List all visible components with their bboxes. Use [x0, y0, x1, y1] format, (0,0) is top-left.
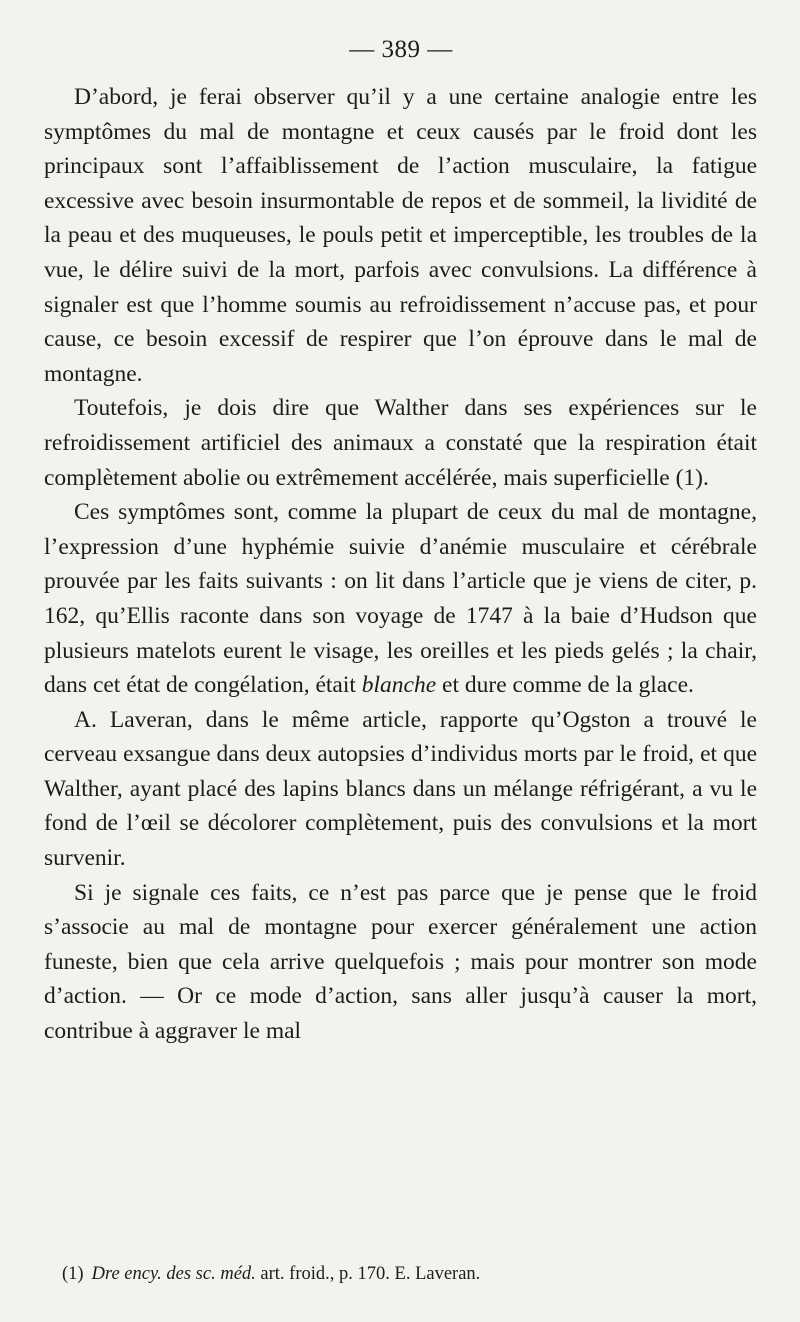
- emphasis-blanche: blanche: [361, 672, 437, 699]
- paragraph-symptoms-after: et dure comme de la glace.: [436, 672, 694, 699]
- footnote-marker: (1): [62, 1264, 84, 1284]
- footnote-citation: art. froid., p. 170. E. Laveran.: [255, 1264, 481, 1284]
- body-text: [44, 80, 757, 1049]
- paragraph-symptoms: [44, 495, 757, 703]
- page-number: — 389 —: [349, 36, 453, 63]
- footnote: [62, 1262, 752, 1286]
- paragraph-laveran: A. Laveran, dans le même article, rapporte qu’Ogston a trouvé le cerveau exsangue dans deux autopsies d’individus morts par le froid, et que Walther, ayant placé des lapins blancs dans un mélange réfrigérant, a vu le fond de l’œil se décolorer complètement, puis des convulsions et la mort survenir.: [44, 706, 757, 872]
- footnote-source: Dre ency. des sc. méd.: [91, 1264, 256, 1284]
- paragraph-symptoms-before: Ces symptômes sont, comme la plupart de ceux du mal de montagne, l’expression d’une hyphémie suivie d’anémie musculaire et cérébrale prouvée par les faits suivants : on lit dans l’article que je viens de citer, p. 162, qu’Ellis raconte dans son voyage de 1747 à la baie d’Hudson que plusieurs matelots eurent le visage, les oreilles et les pieds gelés ; la chair, dans cet état de congélation, était: [44, 499, 757, 699]
- paragraph-analogy: D’abord, je ferai observer qu’il y a une certaine analogie entre les symptômes du mal de montagne et ceux causés par le froid dont les principaux sont l’affaiblissement de l’action musculaire, la fatigue excessive avec besoin insurmontable de repos et de sommeil, la lividité de la peau et des muqueuses, le pouls petit et imperceptible, les troubles de la vue, le délire suivi de la mort, parfois avec convulsions. La différence à signaler est que l’homme soumis au refroidissement n’accuse pas, et pour cause, ce besoin excessif de respirer que l’on éprouve dans le mal de montagne.: [44, 84, 757, 387]
- paragraph-conclusion: Si je signale ces faits, ce n’est pas parce que je pense que le froid s’associe au mal de montagne pour exercer généralement une action funeste, bien que cela arrive quelquefois ; mais pour montrer son mode d’action. — Or ce mode d’action, sans aller jusqu’à causer la mort, contribue à aggraver le mal: [44, 879, 757, 1045]
- paragraph-walther: Toutefois, je dois dire que Walther dans ses expériences sur le refroidissement artificiel des animaux a constaté que la respiration était complètement abolie ou extrêmement accélérée, mais superficielle (1).: [44, 395, 757, 491]
